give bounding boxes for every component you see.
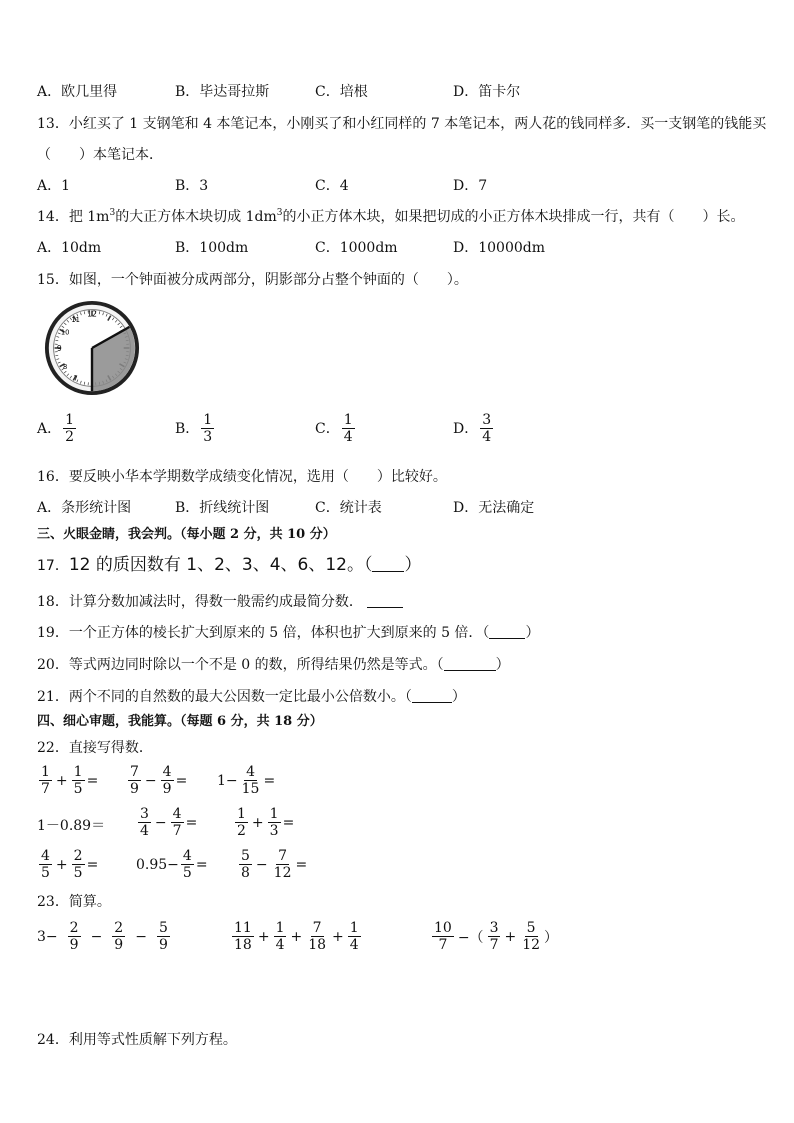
equals-sign: = — [175, 772, 188, 789]
fraction — [274, 920, 287, 953]
operator: − — [90, 928, 103, 945]
equals-sign: = — [86, 856, 99, 873]
fraction — [240, 764, 262, 797]
q15-option-a-label: A． — [37, 420, 62, 437]
q13-option-b: B．3 — [175, 178, 209, 194]
denominator: 7 — [489, 937, 499, 953]
denominator: 9 — [114, 937, 124, 953]
q19-answer-blank[interactable] — [489, 624, 525, 639]
denominator: 9 — [130, 781, 139, 797]
operator: − — [135, 928, 147, 945]
q15-option-d-label: D． — [453, 420, 479, 437]
clock-numeral: 8 — [62, 363, 68, 372]
numerator: 7 — [130, 764, 139, 780]
operator: + — [504, 928, 517, 945]
numerator: 11 — [234, 920, 252, 936]
q21-close: ） — [451, 689, 466, 705]
q18-stem — [37, 593, 403, 611]
operator: − — [144, 772, 157, 789]
lead-term: 3− — [37, 928, 58, 945]
q19-stem — [37, 624, 539, 642]
numerator: 1 — [41, 764, 50, 780]
equals-sign: = — [295, 856, 308, 873]
numerator: 1 — [237, 806, 246, 822]
denominator: 3 — [203, 429, 213, 445]
fraction — [268, 806, 281, 839]
equals-sign: = — [195, 856, 208, 873]
clock-numeral: 10 — [60, 328, 70, 337]
numerator: 7 — [312, 920, 322, 936]
q16-option-a: A．条形统计图 — [37, 500, 132, 516]
q22-item-r1c1 — [37, 764, 98, 797]
section-4-heading: 四、细心审题，我能算。（每题 6 分，共 18 分） — [37, 714, 323, 729]
clock-numeral: 12 — [87, 309, 97, 319]
operator: − — [255, 856, 268, 873]
fraction — [138, 806, 151, 839]
q23-title: 23．简算。 — [37, 894, 111, 910]
denominator: 4 — [482, 429, 492, 445]
q14-option-c: C．1000dm — [315, 240, 398, 256]
equals-sign: = — [263, 772, 276, 789]
operator: − — [154, 814, 167, 831]
expression-text: 1－0.89＝ — [37, 818, 106, 834]
q20-close: ） — [495, 657, 510, 673]
fraction — [128, 764, 141, 797]
q22-item-r3c2 — [136, 848, 208, 881]
fraction — [239, 848, 252, 881]
q13-option-d: D．7 — [453, 178, 488, 194]
numerator: 2 — [114, 920, 124, 936]
equals-sign: = — [282, 814, 295, 831]
q21-text: 21．两个不同的自然数的最大公因数一定比最小公倍数小。（ — [37, 689, 412, 705]
q18-answer-blank[interactable] — [367, 593, 403, 608]
fraction — [272, 848, 294, 881]
denominator: 2 — [237, 823, 246, 839]
numerator: 4 — [182, 848, 192, 864]
denominator: 5 — [73, 781, 83, 797]
denominator: 4 — [275, 937, 285, 953]
clock-numeral: 11 — [71, 316, 80, 325]
q16-option-c: C．统计表 — [315, 500, 382, 516]
q14-sup1: 3 — [109, 208, 116, 218]
q15-option-b-label: B． — [175, 420, 200, 437]
denominator: 4 — [140, 823, 149, 839]
q20-answer-blank[interactable] — [444, 656, 496, 671]
denominator: 7 — [41, 781, 50, 797]
q21-answer-blank[interactable] — [412, 688, 452, 703]
q14-option-a: A．10dm — [37, 240, 102, 256]
denominator: 9 — [162, 781, 172, 797]
q23-expression-1 — [37, 920, 172, 953]
denominator: 9 — [69, 937, 79, 953]
denominator: 4 — [343, 429, 353, 445]
fraction — [342, 412, 355, 445]
numerator: 4 — [246, 764, 256, 780]
lead-term: 1− — [217, 772, 238, 789]
q15-option-c — [315, 412, 357, 445]
denominator: 4 — [349, 937, 359, 953]
numerator: 5 — [241, 848, 250, 864]
fraction — [171, 806, 184, 839]
q17-prefix: 17． — [37, 558, 69, 574]
denominator: 7 — [438, 937, 448, 953]
fraction — [72, 764, 85, 797]
q14-part3: 的小正方体木块，如果把切成的小正方体木块排成一行，共有（ ）长。 — [282, 209, 745, 225]
fraction — [157, 920, 170, 953]
q23-expression-2 — [230, 920, 363, 953]
numerator: 1 — [269, 806, 279, 822]
denominator: 15 — [241, 781, 260, 797]
numerator: 3 — [489, 920, 499, 936]
q19-text: 19．一个正方体的棱长扩大到原来的 5 倍，体积也扩大到原来的 5 倍．（ — [37, 625, 490, 641]
denominator: 12 — [273, 865, 292, 881]
q20-text: 20．等式两边同时除以一个不是 0 的数，所得结果仍然是等式。（ — [37, 657, 444, 673]
fraction — [161, 764, 174, 797]
q12-option-c: C．培根 — [315, 84, 368, 100]
numerator: 4 — [162, 764, 172, 780]
q14-part2: 的大正方体木块切成 1dm — [115, 209, 277, 225]
fraction — [72, 848, 85, 881]
q13-stem-line2: （ ）本笔记本． — [37, 147, 163, 163]
fraction — [63, 412, 76, 445]
q15-option-a — [37, 412, 78, 445]
denominator: 2 — [65, 429, 75, 445]
denominator: 9 — [158, 937, 168, 953]
fraction — [235, 806, 248, 839]
q24-stem: 24．利用等式性质解下列方程。 — [37, 1032, 237, 1048]
q16-stem: 16．要反映小华本学期数学成绩变化情况，选用（ ）比较好。 — [37, 469, 447, 485]
denominator: 18 — [234, 937, 252, 953]
fraction — [201, 412, 214, 445]
numerator: 5 — [158, 920, 168, 936]
clock-numeral: 9 — [56, 343, 62, 353]
q17-answer-blank[interactable] — [372, 557, 404, 572]
q22-item-r2c1 — [37, 815, 105, 835]
q13-stem-line1: 13．小红买了 1 支钢笔和 4 本笔记本，小刚买了和小红同样的 7 本笔记本，两人花的钱同样多．买一支钢笔的钱能买 — [37, 116, 767, 132]
numerator: 1 — [65, 412, 75, 428]
close-paren: ） — [544, 929, 559, 946]
numerator: 1 — [349, 920, 359, 936]
q22-item-r3c3 — [237, 848, 307, 881]
fraction — [348, 920, 361, 953]
numerator: 10 — [434, 920, 452, 936]
clock-numeral: 7 — [73, 374, 78, 383]
fraction — [520, 920, 542, 953]
q22-item-r1c2 — [126, 764, 187, 797]
q15-option-b — [175, 412, 216, 445]
q12-option-a: A．欧几里得 — [37, 84, 118, 100]
fraction — [232, 920, 254, 953]
fraction — [488, 920, 501, 953]
q16-option-d: D．无法确定 — [453, 500, 535, 516]
numerator: 2 — [69, 920, 79, 936]
q16-option-b: B．折线统计图 — [175, 500, 270, 516]
numerator: 1 — [73, 764, 83, 780]
numerator: 7 — [278, 848, 288, 864]
fraction — [306, 920, 328, 953]
operator: + — [251, 814, 264, 831]
section-3-heading: 三、火眼金睛，我会判。（每小题 2 分，共 10 分） — [37, 527, 336, 542]
fraction — [68, 920, 81, 953]
q14-part1: 14．把 1m — [37, 209, 110, 225]
denominator: 5 — [73, 865, 83, 881]
numerator: 1 — [275, 920, 285, 936]
operator: + — [290, 928, 303, 945]
q20-stem — [37, 656, 510, 674]
numerator: 1 — [343, 412, 353, 428]
numerator: 4 — [172, 806, 182, 822]
operator: + — [332, 928, 344, 945]
operator: + — [257, 928, 270, 945]
denominator: 7 — [172, 823, 182, 839]
numerator: 3 — [482, 412, 492, 428]
clock-face-figure — [44, 300, 140, 396]
denominator: 3 — [269, 823, 279, 839]
q22-title: 22．直接写得数． — [37, 740, 153, 756]
q22-item-r2c3 — [233, 806, 294, 839]
fraction — [39, 764, 52, 797]
numerator: 5 — [526, 920, 536, 936]
numerator: 2 — [73, 848, 83, 864]
q13-option-a: A．1 — [37, 178, 71, 194]
fraction — [181, 848, 194, 881]
q22-item-r3c1 — [37, 848, 98, 881]
q19-close: ） — [525, 625, 540, 641]
q22-item-r1c3 — [217, 764, 275, 797]
q22-item-r2c2 — [136, 806, 197, 839]
fraction — [480, 412, 493, 445]
numerator: 1 — [203, 412, 213, 428]
q14-stem — [37, 208, 745, 226]
denominator: 5 — [41, 865, 50, 881]
q14-sup2: 3 — [276, 208, 283, 218]
operator: −（ — [457, 929, 484, 946]
denominator: 5 — [182, 865, 192, 881]
numerator: 3 — [140, 806, 149, 822]
lead-term: 0.95− — [136, 856, 179, 873]
operator: + — [55, 856, 68, 873]
q15-option-d — [453, 412, 495, 445]
q17-close: ） — [404, 555, 422, 575]
q17-stem — [37, 556, 421, 575]
q15-option-c-label: C． — [315, 420, 340, 437]
q15-stem: 15．如图，一个钟面被分成两部分，阴影部分占整个钟面的（ ）。 — [37, 272, 468, 288]
q12-option-d: D．笛卡尔 — [453, 84, 521, 100]
q18-text: 18．计算分数加减法时，得数一般需约成最简分数． — [37, 594, 363, 610]
numerator: 4 — [41, 848, 50, 864]
operator: + — [55, 772, 68, 789]
q21-stem — [37, 688, 466, 706]
q14-option-d: D．10000dm — [453, 240, 545, 256]
denominator: 12 — [522, 937, 541, 953]
denominator: 8 — [241, 865, 250, 881]
denominator: 18 — [308, 937, 327, 953]
fraction — [432, 920, 454, 953]
fraction — [39, 848, 52, 881]
equals-sign: = — [185, 814, 198, 831]
q17-text: 12 的质因数有 1、2、3、4、6、12。（ — [68, 555, 373, 575]
fraction — [112, 920, 125, 953]
q12-option-b: B．毕达哥拉斯 — [175, 84, 270, 100]
equals-sign: = — [86, 772, 99, 789]
q23-expression-3 — [430, 920, 558, 953]
q13-option-c: C．4 — [315, 178, 349, 194]
q14-option-b: B．100dm — [175, 240, 249, 256]
